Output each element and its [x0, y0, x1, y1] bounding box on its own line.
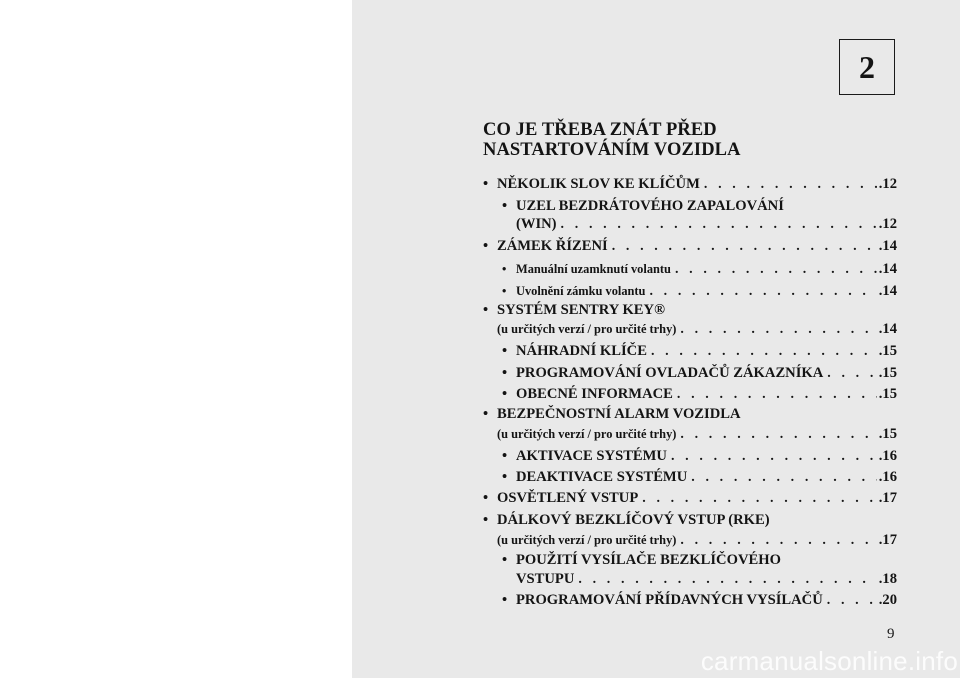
toc-entry-label: OBECNÉ INFORMACE — [516, 386, 673, 402]
toc-bullet: • — [483, 302, 489, 318]
toc-leader-dots — [612, 239, 877, 255]
toc-entry[interactable] — [483, 176, 897, 196]
toc-entry-qualifier: (u určitých verzí / pro určité trhy) — [497, 427, 677, 441]
toc-entry[interactable] — [483, 512, 897, 532]
toc-entry-label: SYSTÉM SENTRY KEY® — [497, 302, 665, 318]
toc-entry[interactable] — [502, 469, 897, 489]
toc-entry-page: .15 — [878, 386, 897, 402]
toc-entry-page: .14 — [878, 238, 897, 254]
toc-entry-page: .17 — [878, 490, 897, 506]
toc-entry-label: POUŽITÍ VYSÍLAČE BEZKLÍČOVÉHO — [516, 552, 781, 568]
toc-bullet: • — [502, 365, 508, 381]
toc-leader-dots — [704, 177, 877, 193]
toc-leader-dots — [827, 366, 876, 382]
toc-bullet: • — [502, 343, 508, 359]
toc-bullet: • — [502, 552, 508, 568]
chapter-number: 2 — [859, 48, 875, 85]
toc-leader-dots — [642, 491, 877, 507]
toc-entry-qualifier: (u určitých verzí / pro určité trhy) — [497, 322, 677, 336]
toc-bullet: • — [502, 448, 508, 464]
toc-entry-page: .16 — [878, 448, 897, 464]
toc-entry[interactable] — [483, 302, 897, 322]
toc-entry-page: .14 — [878, 321, 897, 337]
table-of-contents — [352, 0, 960, 678]
manual-page — [352, 0, 960, 678]
toc-leader-dots — [671, 449, 877, 465]
toc-leader-dots — [827, 593, 877, 609]
toc-bullet: • — [502, 386, 508, 402]
page-number: 9 — [887, 626, 895, 642]
toc-entry-page: .15 — [878, 343, 897, 359]
toc-entry-page: .16 — [878, 469, 897, 485]
toc-entry-page: .15 — [878, 365, 897, 381]
toc-entry-label: ZÁMEK ŘÍZENÍ — [497, 238, 608, 254]
toc-entry[interactable] — [502, 592, 897, 612]
toc-entry-page: .14 — [878, 283, 897, 299]
toc-leader-dots — [691, 470, 877, 486]
toc-leader-dots — [561, 217, 877, 233]
toc-entry[interactable] — [483, 490, 897, 510]
toc-entry-label: NÁHRADNÍ KLÍČE — [516, 343, 647, 359]
toc-leader-dots — [578, 572, 876, 588]
toc-bullet: • — [502, 469, 508, 485]
toc-entry-label: OSVĚTLENÝ VSTUP — [497, 490, 639, 506]
toc-entry-subline[interactable] — [497, 532, 897, 552]
toc-entry-label: DÁLKOVÝ BEZKLÍČOVÝ VSTUP (RKE) — [497, 512, 770, 528]
toc-entry[interactable] — [483, 238, 897, 258]
toc-bullet: • — [483, 238, 489, 254]
toc-entry[interactable] — [502, 386, 897, 406]
toc-bullet: • — [502, 198, 508, 214]
toc-bullet: • — [502, 284, 507, 298]
toc-entry-page: .15 — [878, 426, 897, 442]
toc-entry-continuation-label: VSTUPU — [516, 571, 575, 587]
toc-entry[interactable] — [502, 198, 897, 218]
toc-entry-continuation-label: (WIN) — [516, 216, 557, 232]
toc-entry-label: Manuální uzamknutí volantu — [516, 262, 671, 276]
toc-entry-label: AKTIVACE SYSTÉMU — [516, 448, 667, 464]
toc-entry-subline[interactable] — [497, 321, 897, 341]
toc-entry[interactable] — [502, 261, 897, 281]
toc-leader-dots — [680, 533, 876, 549]
toc-entry-label: UZEL BEZDRÁTOVÉHO ZAPALOVÁNÍ — [516, 198, 784, 214]
toc-entry-label: PROGRAMOVÁNÍ OVLADAČŮ ZÁKAZNÍKA — [516, 365, 824, 381]
toc-entry-label: DEAKTIVACE SYSTÉMU — [516, 469, 688, 485]
toc-entry-continuation[interactable] — [516, 216, 897, 236]
toc-entry[interactable] — [502, 283, 897, 303]
toc-entry-label: PROGRAMOVÁNÍ PŘÍDAVNÝCH VYSÍLAČŮ — [516, 592, 823, 608]
toc-leader-dots — [649, 284, 876, 300]
toc-entry-page: .14 — [878, 261, 897, 277]
toc-bullet: • — [483, 176, 489, 192]
toc-entry[interactable] — [502, 343, 897, 363]
toc-bullet: • — [502, 262, 507, 276]
toc-entry-label: BEZPEČNOSTNÍ ALARM VOZIDLA — [497, 406, 741, 422]
chapter-title-line-1: CO JE TŘEBA ZNÁT PŘED — [483, 120, 717, 140]
toc-bullet: • — [483, 406, 489, 422]
toc-entry[interactable] — [502, 365, 897, 385]
toc-entry[interactable] — [502, 552, 897, 572]
toc-bullet: • — [502, 592, 508, 608]
watermark: carmanualsonline.info — [700, 646, 958, 676]
toc-entry-page: .17 — [878, 532, 897, 548]
toc-bullet: • — [483, 512, 489, 528]
toc-entry-subline[interactable] — [497, 426, 897, 446]
toc-leader-dots — [677, 387, 877, 403]
toc-entry[interactable] — [483, 406, 897, 426]
toc-entry-page: .20 — [878, 592, 897, 608]
toc-entry[interactable] — [502, 448, 897, 468]
toc-leader-dots — [675, 262, 877, 278]
toc-entry-continuation[interactable] — [516, 571, 897, 591]
toc-leader-dots — [651, 344, 877, 360]
toc-entry-page: .18 — [878, 571, 897, 587]
chapter-title-line-2: NASTARTOVÁNÍM VOZIDLA — [483, 140, 741, 160]
toc-entry-qualifier: (u určitých verzí / pro určité trhy) — [497, 533, 677, 547]
toc-entry-label: NĚKOLIK SLOV KE KLÍČŮM — [497, 176, 700, 192]
toc-entry-page: .12 — [878, 216, 897, 232]
toc-leader-dots — [680, 322, 876, 338]
toc-entry-page: .12 — [878, 176, 897, 192]
toc-entry-label: Uvolnění zámku volantu — [516, 284, 646, 298]
toc-leader-dots — [680, 427, 876, 443]
toc-bullet: • — [483, 490, 489, 506]
